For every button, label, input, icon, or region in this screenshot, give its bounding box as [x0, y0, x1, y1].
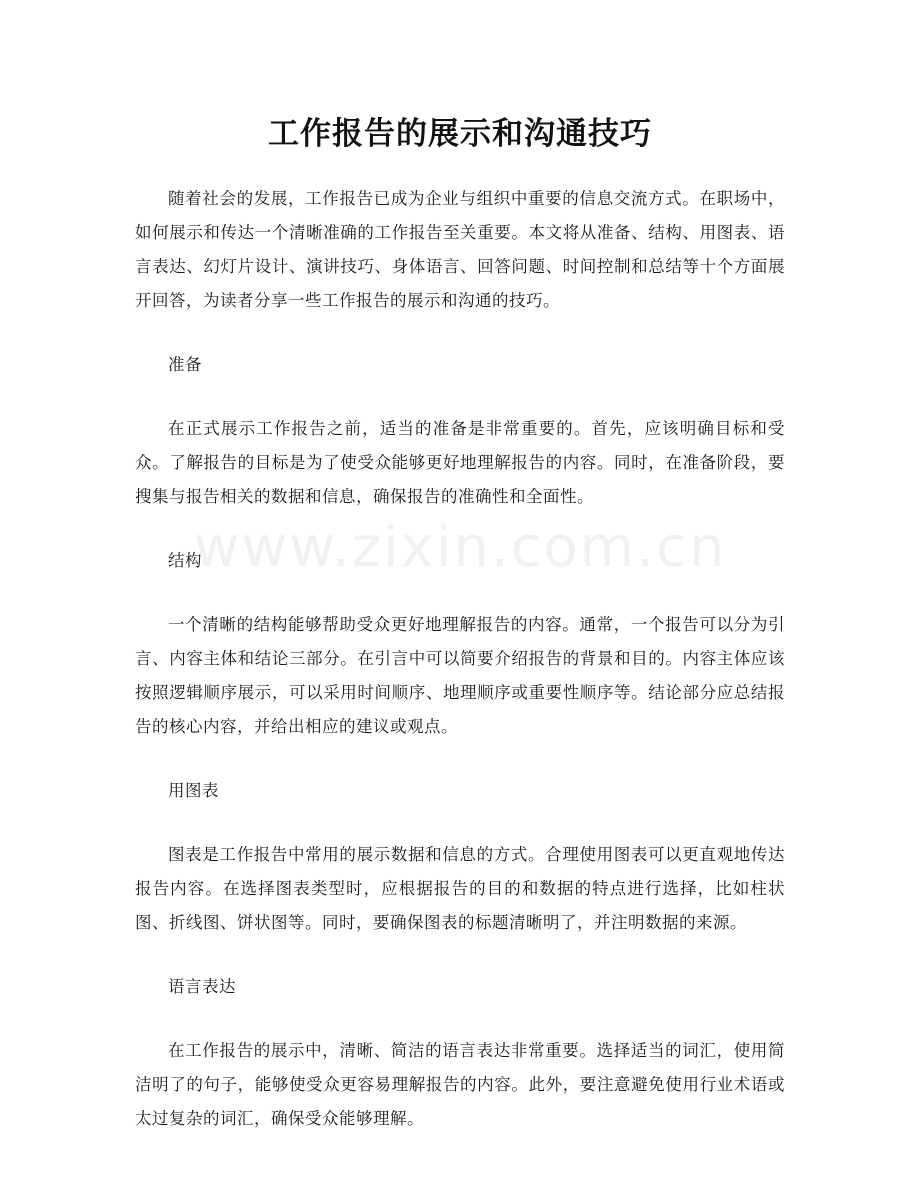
section-body-structure: 一个清晰的结构能够帮助受众更好地理解报告的内容。通常，一个报告可以分为引言、内容主体和结论三部分。在引言中可以简要介绍报告的背景和目的。内容主体应该按照逻辑顺序展示，可以采用时间顺序、地理顺序或重要性顺序等。结论部分应总结报告的核心内容，并给出相应的建议或观点。	[135, 615, 785, 736]
section-body-preparation: 在正式展示工作报告之前，适当的准备是非常重要的。首先，应该明确目标和受众。了解报告的目标是为了使受众能够更好地理解报告的内容。同时，在准备阶段，要搜集与报告相关的数据和信息，确保报告的准确性和全面性。	[135, 419, 785, 506]
section-body-language: 在工作报告的展示中，清晰、简洁的语言表达非常重要。选择适当的词汇，使用简洁明了的句子，能够使受众更容易理解报告的内容。此外，要注意避免使用行业术语或太过复杂的词汇，确保受众能够理解。	[135, 1041, 785, 1128]
section-body-charts: 图表是工作报告中常用的展示数据和信息的方式。合理使用图表可以更直观地传达报告内容。在选择图表类型时，应根据报告的目的和数据的特点进行选择，比如柱状图、折线图、饼状图等。同时，要确保图表的标题清晰明了，并注明数据的来源。	[135, 845, 785, 932]
document-title: 工作报告的展示和沟通技巧	[268, 116, 652, 152]
section-heading-language: 语言表达	[168, 977, 236, 996]
section-heading-preparation: 准备	[168, 355, 202, 374]
intro-paragraph: 随着社会的发展，工作报告已成为企业与组织中重要的信息交流方式。在职场中，如何展示和传达一个清晰准确的工作报告至关重要。本文将从准备、结构、用图表、语言表达、幻灯片设计、演讲技巧、身体语言、回答问题、时间控制和总结等十个方面展开回答，为读者分享一些工作报告的展示和沟通的技巧。	[135, 189, 785, 310]
watermark: www.zixin.com.cn	[193, 515, 727, 580]
section-heading-structure: 结构	[168, 551, 202, 570]
section-heading-charts: 用图表	[168, 781, 219, 800]
document-body	[135, 182, 785, 1166]
